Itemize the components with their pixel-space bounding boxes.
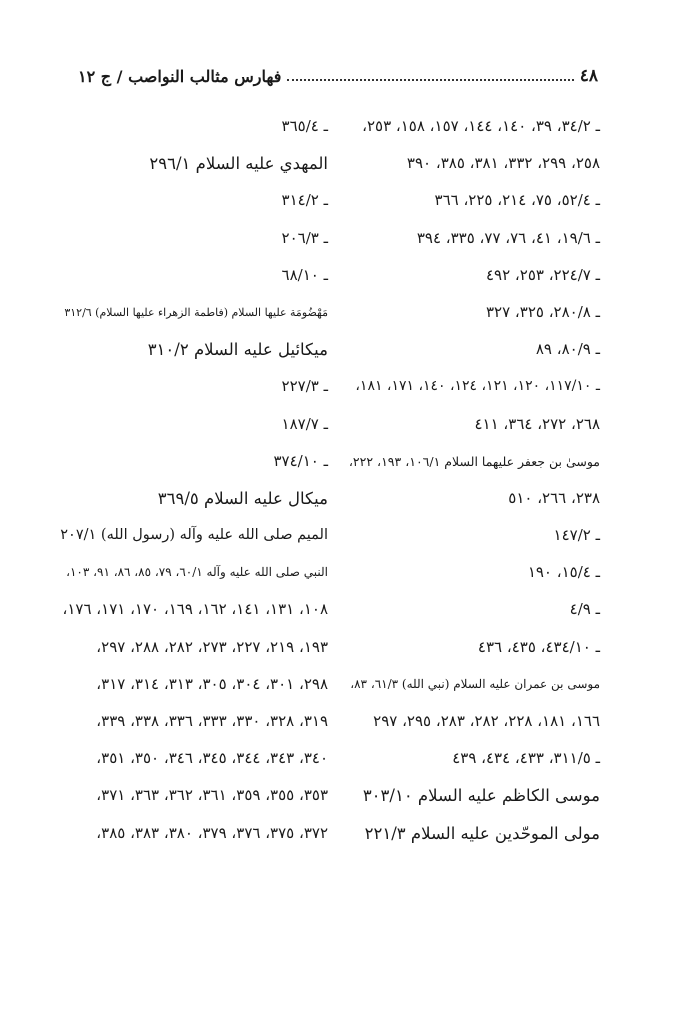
index-line: ـ ٦٨/١٠ <box>281 265 328 284</box>
index-entry-heading: موسى بن عمران عليه السلام (نبي الله) ٦١/٣، ٨٣، <box>350 676 600 691</box>
index-line: ـ ١٤٧/٢ <box>553 526 600 545</box>
index-line: ـ ١١٧/١٠، ١٢٠، ١٢١، ١٢٤، ١٤٠، ١٧١، ١٨١، <box>355 378 600 395</box>
index-line: ٣٥٣، ٣٥٥، ٣٥٩، ٣٦١، ٣٦٢، ٣٦٣، ٣٧١، <box>96 786 328 805</box>
index-entry-heading: مَهْضُومَة عليها السلام (فاطمة الزهراء عليها السلام) ٣١٢/٦ <box>64 305 328 319</box>
index-line: ـ ٤/٩ <box>569 600 600 619</box>
index-line: ٢٣٨، ٢٦٦، ٥١٠ <box>508 488 600 507</box>
index-line: ـ ٣١١/٥، ٤٣٣، ٤٣٤، ٤٣٩ <box>452 749 600 768</box>
index-column-left <box>60 108 328 852</box>
index-entry-heading: ميكال عليه السلام ٣٦٩/٥ <box>157 488 328 508</box>
index-line: ـ ٣٦٥/٤ <box>281 117 328 135</box>
index-line: ـ ٨٠/٩، ٨٩ <box>535 340 600 359</box>
index-line: ٢٦٨، ٢٧٢، ٣٦٤، ٤١١ <box>474 414 600 433</box>
dot-leader <box>287 79 573 81</box>
index-line: ٣٧٢، ٣٧٥، ٣٧٦، ٣٧٩، ٣٨٠، ٣٨٣، ٣٨٥، <box>96 823 328 842</box>
index-entry-heading: ميكائيل عليه السلام ٣١٠/٢ <box>147 340 328 360</box>
index-entry-heading: الميم صلى الله عليه وآله (رسول الله) ٢٠٧/١ <box>60 527 328 544</box>
index-line: ٣١٩، ٣٢٨، ٣٣٠، ٣٣٣، ٣٣٦، ٣٣٨، ٣٣٩، <box>96 712 328 730</box>
index-column-right <box>350 108 600 852</box>
index-line: ـ ١٥/٤، ١٩٠ <box>527 563 600 582</box>
index-line: ـ ٥٢/٤، ٧٥، ٢١٤، ٢٢٥، ٣٦٦ <box>434 191 600 210</box>
index-line: ـ ٢٢٧/٣ <box>281 377 328 396</box>
index-line: ٢٩٨، ٣٠١، ٣٠٤، ٣٠٥، ٣١٣، ٣١٤، ٣١٧، <box>96 674 328 693</box>
index-line: ٣٤٠، ٣٤٣، ٣٤٤، ٣٤٥، ٣٤٦، ٣٥٠، ٣٥١، <box>96 749 328 768</box>
running-header <box>78 60 598 86</box>
index-line: ـ ٣١٤/٢ <box>281 191 328 210</box>
index-line: ـ ٢٢٤/٧، ٢٥٣، ٤٩٢ <box>485 265 600 284</box>
index-line: ـ ١٩/٦، ٤١، ٧٦، ٧٧، ٣٣٥، ٣٩٤ <box>416 228 600 247</box>
index-entry-heading: المهدي عليه السلام ٢٩٦/١ <box>149 154 328 174</box>
index-entry-heading: موسى الكاظم عليه السلام ٣٠٣/١٠ <box>362 786 600 806</box>
running-title: فهارس مثالب النواصب / ج ١٢ <box>78 67 282 86</box>
index-line: ـ ١٨٧/٧ <box>281 414 328 433</box>
index-line: ١٩٣، ٢١٩، ٢٢٧، ٢٧٣، ٢٨٢، ٢٨٨، ٢٩٧، <box>96 637 328 656</box>
index-line: ١٠٨، ١٣١، ١٤١، ١٦٢، ١٦٩، ١٧٠، ١٧١، ١٧٦، <box>62 600 328 619</box>
index-line: ١٦٦، ١٨١، ٢٢٨، ٢٨٢، ٢٨٣، ٢٩٥، ٢٩٧ <box>373 712 600 730</box>
index-entry-heading: موسىٰ بن جعفر عليهما السلام ١٠٦/١، ١٩٣، ٢٢٢، <box>348 453 600 469</box>
index-line: ـ ٣٧٤/١٠ <box>273 451 328 470</box>
index-line: ـ ٢٠٦/٣ <box>281 228 328 247</box>
index-line: ـ ٢٨٠/٨، ٣٢٥، ٣٢٧ <box>485 302 600 321</box>
index-entry-heading: النبي صلى الله عليه وآله ٦٠/١، ٧٩، ٨٥، ٨٦، ٩١، ١٠٣، <box>66 565 328 580</box>
index-entry-heading: مولى الموحّدين عليه السلام ٢٢١/٣ <box>364 823 600 843</box>
index-line: ـ ٤٣٤/١٠، ٤٣٥، ٤٣٦ <box>477 637 600 656</box>
index-line: ٢٥٨، ٢٩٩، ٣٣٢، ٣٨١، ٣٨٥، ٣٩٠ <box>406 154 600 173</box>
page-number: ٤٨ <box>579 66 598 86</box>
index-line: ـ ٣٤/٢، ٣٩، ١٤٠، ١٤٤، ١٥٧، ١٥٨، ٢٥٣، <box>362 117 600 135</box>
